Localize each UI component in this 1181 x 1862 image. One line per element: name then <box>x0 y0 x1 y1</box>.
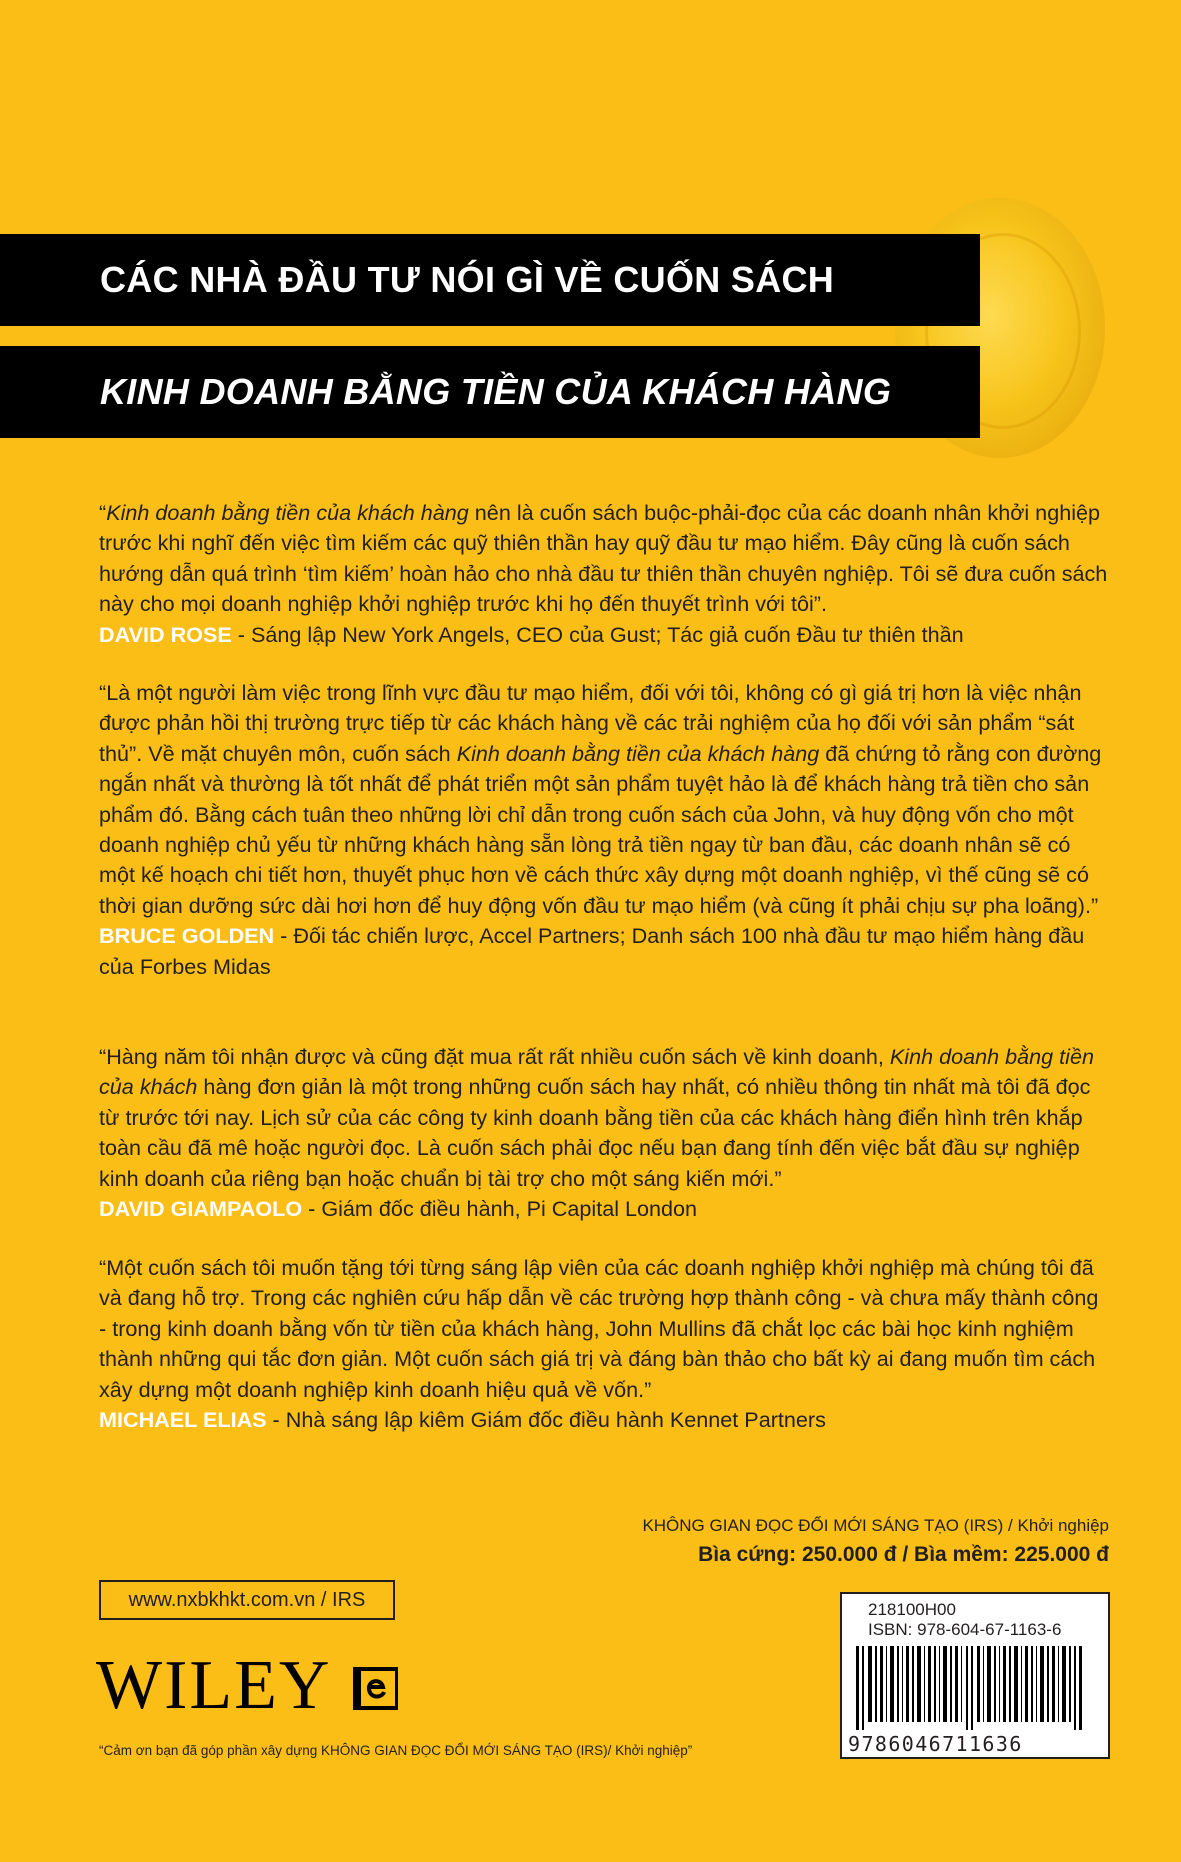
barcode-image <box>856 1646 1096 1730</box>
quote-david-rose <box>99 498 1111 650</box>
author-role: - Giám đốc điều hành, Pi Capital London <box>302 1196 698 1222</box>
quote-david-giampaolo <box>99 1042 1111 1224</box>
book-title-italic: Kinh doanh bằng tiền của khách hàng <box>106 500 469 525</box>
isbn-label: ISBN: 978-604-67-1163-6 <box>868 1620 1062 1639</box>
thank-you-note: “Cảm ơn bạn đã góp phần xây dựng KHÔNG GIAN ĐỌC ĐỔI MỚI SÁNG TẠO (IRS)/ Khởi nghiệp” <box>99 1743 693 1758</box>
quote-attribution <box>99 1194 1111 1224</box>
quote-text: “Hàng năm tôi nhận được và cũng đặt mua rất rất nhiều cuốn sách về kinh doanh, Kinh doanh bằng tiền của khách hàng đơn giản là một trong những cuốn sách hay nhất, có nhiều thông tin nhất mà tôi đã đọc từ trước tới nay. Lịch sử của các công ty kinh doanh bằng tiền của các khách hàng điển hình trên khắp toàn cầu đã mê hoặc người đọc. Là cuốn sách phải đọc nếu bạn đang tính đến việc bắt đầu sự nghiệp kinh doanh của riêng bạn hoặc chuẩn bị tài trợ cho một sáng kiến mới.” <box>99 1044 1094 1191</box>
banner-book-title <box>0 346 980 438</box>
author-name: DAVID GIAMPAOLO <box>99 1196 303 1222</box>
quote-attribution <box>99 1405 1111 1435</box>
author-role: - Sáng lập New York Angels, CEO của Gust; Tác giả cuốn Đầu tư thiên thần <box>231 621 964 647</box>
product-code: 218100H00 <box>868 1600 956 1619</box>
author-role: - Đối tác chiến lược, Accel Partners; Danh sách 100 nhà đầu tư mạo hiểm hàng đầu của Forbes Midas <box>99 923 1085 979</box>
author-role: - Nhà sáng lập kiêm Giám đốc điều hành Kennet Partners <box>266 1407 826 1433</box>
quote-bruce-golden <box>99 678 1111 982</box>
quote-michael-elias <box>99 1253 1111 1435</box>
book-title-italic: Kinh doanh bằng tiền của khách hàng <box>456 740 820 766</box>
banner-book-title-text: KINH DOANH BẰNG TIỀN CỦA KHÁCH HÀNG <box>100 371 892 412</box>
author-name: BRUCE GOLDEN <box>99 923 275 949</box>
barcode-box <box>840 1592 1110 1759</box>
author-name: MICHAEL ELIAS <box>99 1407 267 1433</box>
quote-text: “Là một người làm việc trong lĩnh vực đầu tư mạo hiểm, đối với tôi, không có gì giá trị hơn là việc nhận được phản hồi thị trường trực tiếp từ các khách hàng về các trải nghiệm của họ đối với sản phẩm “sát thủ”. Về mặt chuyên môn, cuốn sách Kinh doanh bằng tiền của khách hàng đã chứng tỏ rằng con đường ngắn nhất và thường là tốt nhất để phát triển một sản phẩm tuyệt hảo là để khách hàng trả tiền cho sản phẩm đó. Bằng cách tuân theo những lời chỉ dẫn trong cuốn sách của John, và huy động vốn cho một doanh nghiệp chủ yếu từ những khách hàng sẵn lòng trả tiền ngay từ ban đầu, các doanh nhân sẽ có một kế hoạch chi tiết hơn, thuyết phục hơn về cách thức xây dựng một doanh nghiệp, vì thế cũng sẽ có thời gian dưỡng sức dài hơi hơn để huy động vốn đầu tư mạo hiểm (và cũng ít phải chịu sự pha loãng).” <box>99 680 1102 918</box>
barcode-digits: 9786046711636 <box>848 1732 1023 1756</box>
book-price: Bìa cứng: 250.000 đ / Bìa mềm: 225.000 đ <box>698 1543 1109 1566</box>
quote-attribution <box>99 620 1111 650</box>
publisher-website-link[interactable]: www.nxbkhkt.com.vn / IRS <box>99 1580 395 1620</box>
quote-text: “Kinh doanh bằng tiền của khách hàng nên là cuốn sách buộc-phải-đọc của các doanh nhân khởi nghiệp trước khi nghĩ đến việc tìm kiếm các quỹ thiên thần hay quỹ đầu tư mạo hiểm. Đây cũng là cuốn sách hướng dẫn quá trình ‘tìm kiếm’ hoàn hảo cho nhà đầu tư thiên thần chuyên nghiệp. Tôi sẽ đưa cuốn sách này cho mọi doanh nghiệp khởi nghiệp trước khi họ đến thuyết trình với tôi”. <box>99 500 1108 617</box>
author-name: DAVID ROSE <box>99 621 232 647</box>
banner-heading-text: CÁC NHÀ ĐẦU TƯ NÓI GÌ VỀ CUỐN SÁCH <box>100 259 835 300</box>
book-title-italic: Kinh doanh bằng tiền của khách <box>99 1044 1094 1100</box>
wiley-logo: WILEY <box>96 1647 332 1724</box>
e-book-icon <box>351 1665 400 1712</box>
quote-attribution <box>99 921 1111 982</box>
banner-heading <box>0 234 980 326</box>
quote-text: “Một cuốn sách tôi muốn tặng tới từng sáng lập viên của các doanh nghiệp khởi nghiệp mà chúng tôi đã và đang hỗ trợ. Trong các nghiên cứu hấp dẫn về các trường hợp thành công - và chưa mấy thành công - trong kinh doanh bằng vốn từ tiền của khách hàng, John Mullins đã chắt lọc các bài học kinh nghiệm thành những qui tắc đơn giản. Một cuốn sách giá trị và đáng bàn thảo cho bất kỳ ai đang muốn tìm cách xây dựng một doanh nghiệp kinh doanh hiệu quả về vốn.” <box>99 1255 1099 1402</box>
book-category: KHÔNG GIAN ĐỌC ĐỔI MỚI SÁNG TẠO (IRS) / Khởi nghiệp <box>642 1516 1109 1535</box>
